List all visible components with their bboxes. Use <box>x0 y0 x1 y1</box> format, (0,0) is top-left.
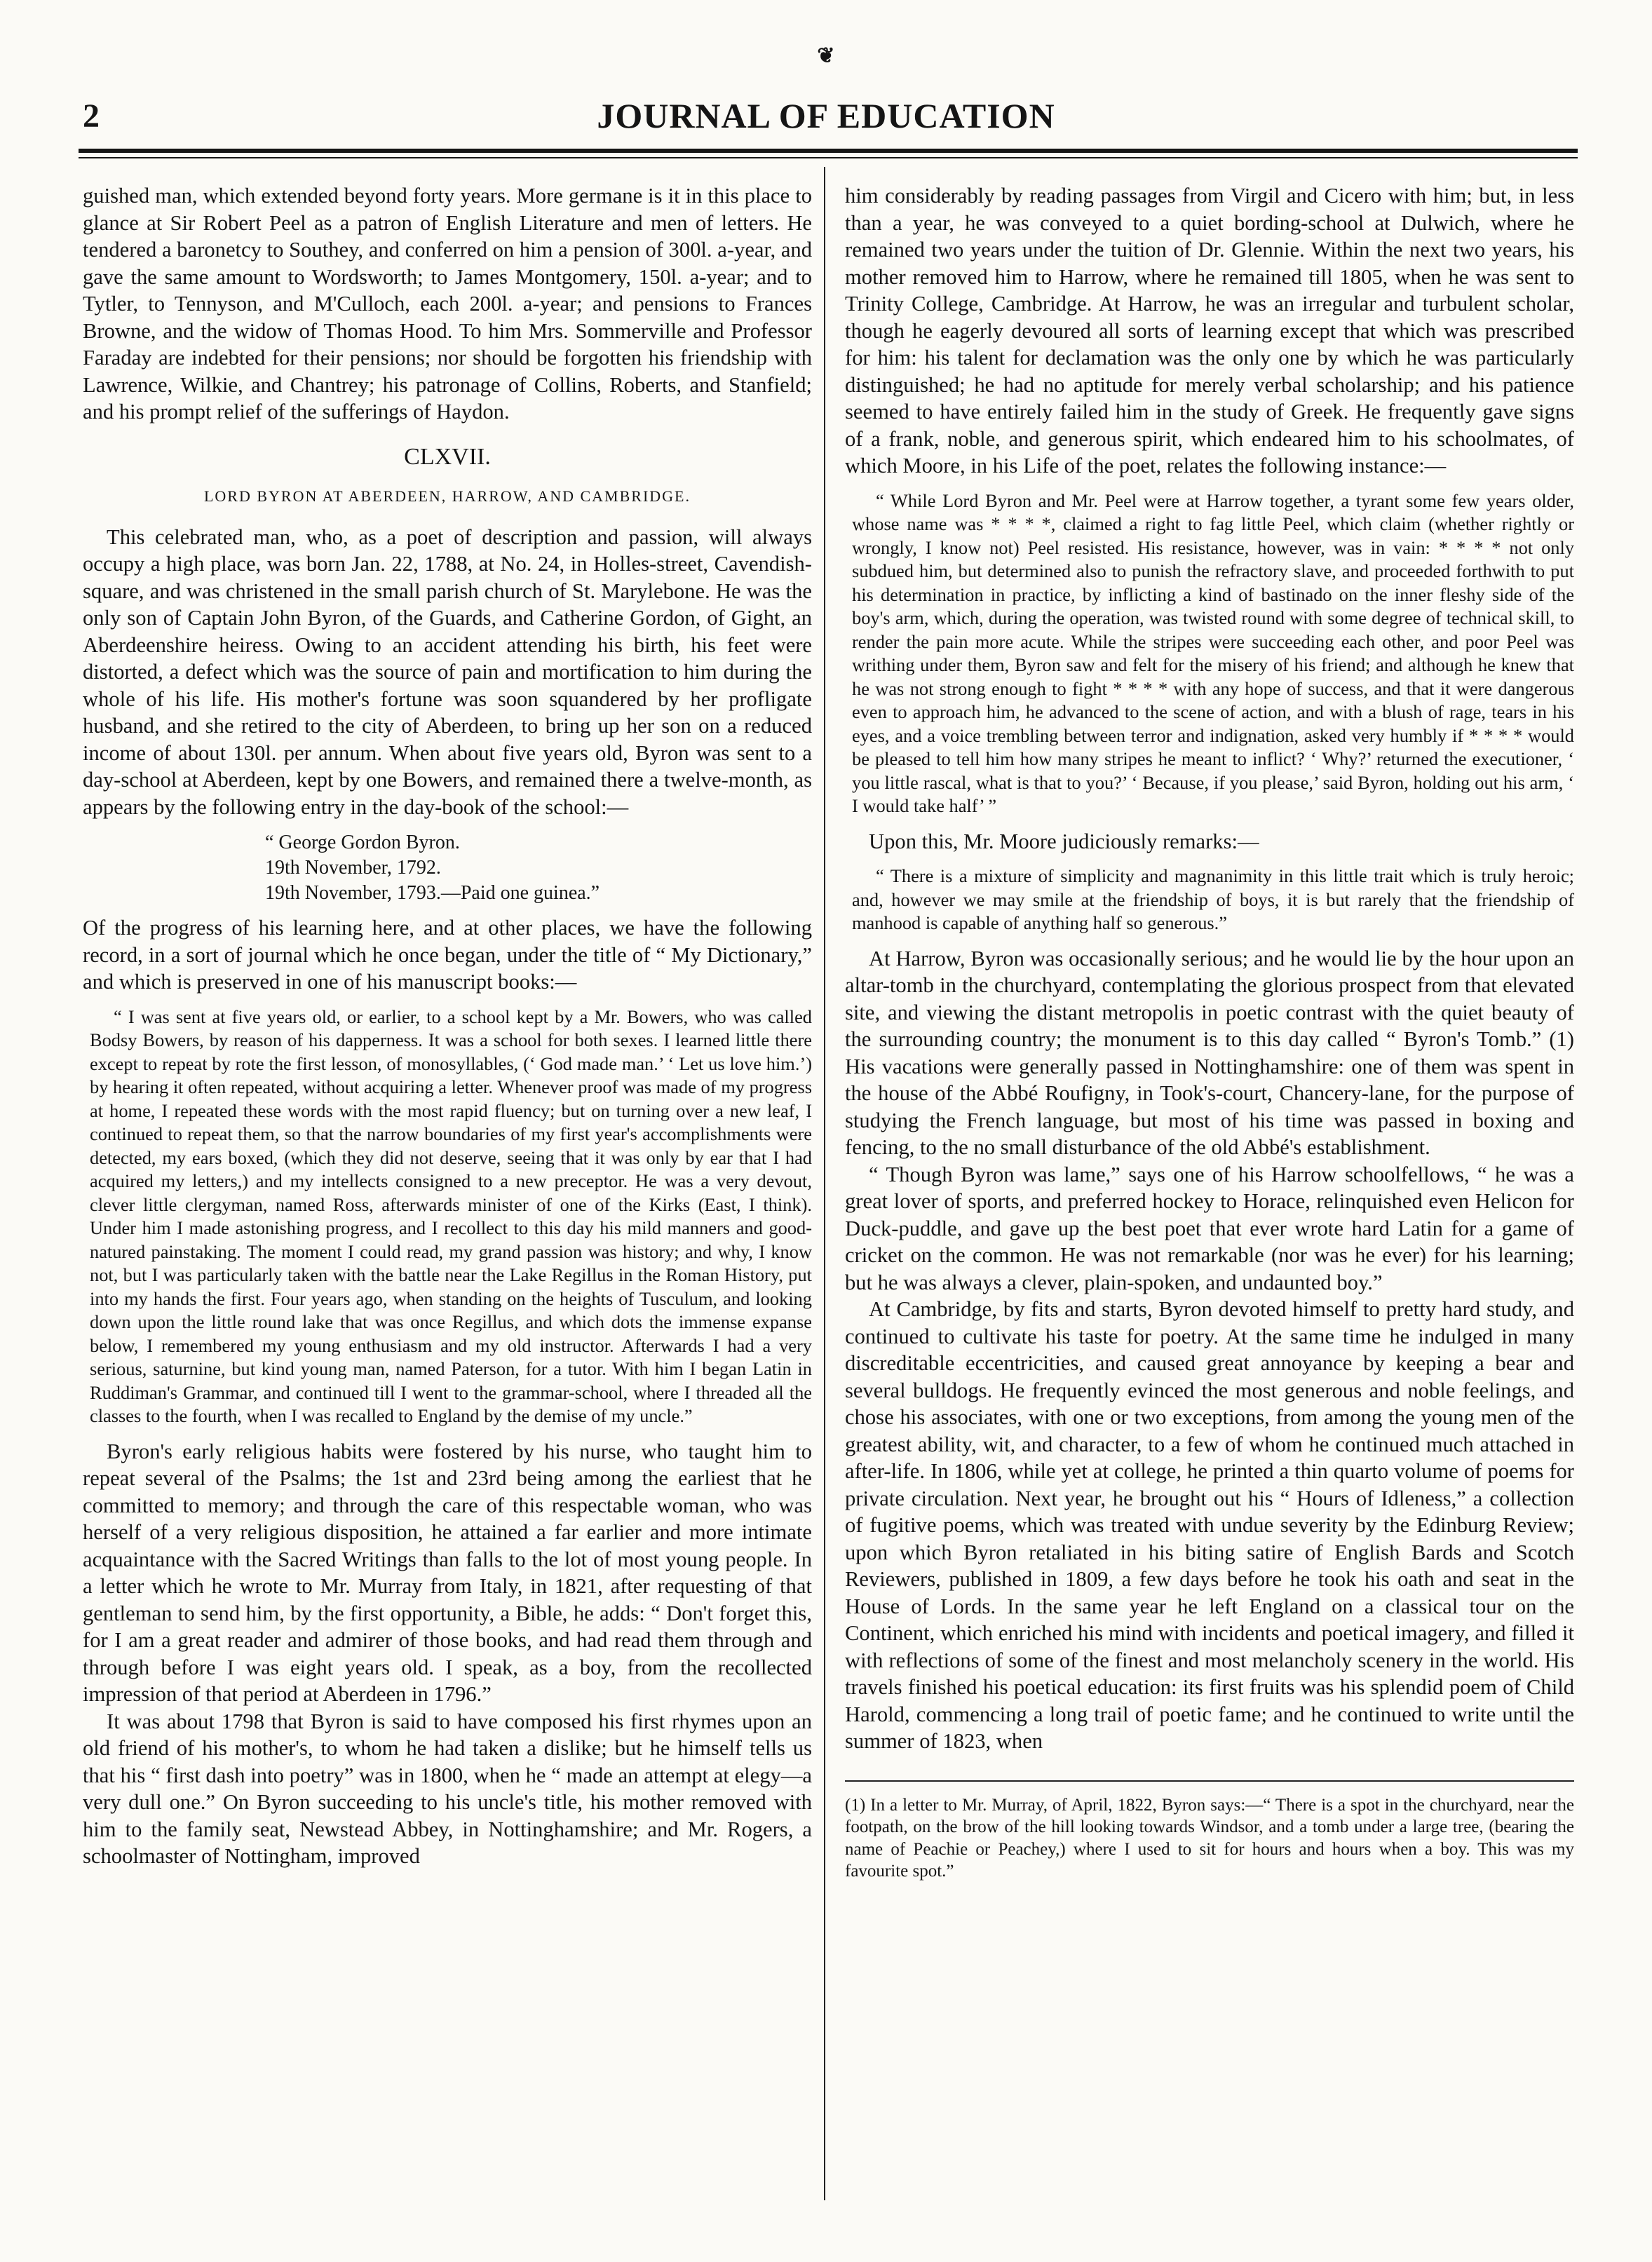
paragraph-peel-patronage: guished man, which extended beyond forty years. More germane is it in this place to glance at Sir Robert Peel as a patron of English Literature and men of letters. He tendered a baronetcy to Southey, and conferred on him a pension of 300l. a-year, and gave the same amount to Wordsworth; to James Montgomery, 150l. a-year; and to Tytler, to Tennyson, and M'Culloch, each 200l. a-year; and pensions to Frances Browne, and the widow of Thomas Hood. To him Mrs. Sommerville and Professor Faraday are indebted for their pensions; nor should be forgotten his friendship with Lawrence, Wilkie, and Chantrey; his patronage of Collins, Roberts, and Stanfield; and his prompt relief of the sufferings of Haydon. <box>83 184 812 424</box>
header-rule-thin <box>79 157 1578 158</box>
quote-my-dictionary: “ I was sent at five years old, or earlier, to a school kept by a Mr. Bowers, who was called Bodsy Bowers, by reason of his dapperness. It was a school for both sexes. I learned little there except to repeat by rote the first lesson, of monosyllables, (‘ God made man.’ ‘ Let us love him.’) by hearing it often repeated, without acquiring a letter. Whenever proof was made of my progress at home, I repeated these words with the most rapid fluency; but on turning over a new leaf, I continued to repeat them, so that the narrow boundaries of my first year's accomplishments were detected, my ears boxed, (which they did not deserve, seeing that it was only by ear that I had acquired my letters,) and my intellects consigned to a new preceptor. He was a very devout, clever little clergyman, named Ross, afterwards minister of one of the Kirks (East, I think). Under him I made astonishing progress, and I recollect to this day his mild manners and good-natured painstaking. The moment I could read, my grand passion was history; and why, I know not, but I was particularly taken with the battle near the Lake Regillus in the Roman History, put into my hands the first. Four years ago, when standing on the heights of Tusculum, and looking down upon the little round lake that was once Regillus, and which dots the immense expanse below, I remembered my young enthusiasm and my old instructor. Afterwards I had a very serious, saturnine, but kind young man, named Paterson, for a tutor. With him I began Latin in Ruddiman's Grammar, and continued till I went to the grammar-school, where I threaded all the classes to the fourth, when I was recalled to England by the demise of my uncle.” <box>90 1005 812 1426</box>
paragraph-moore-remarks: Upon this, Mr. Moore judiciously remarks:— <box>869 829 1259 853</box>
right-column <box>845 182 1574 1883</box>
entry-line: 19th November, 1793.—Paid one guinea.” <box>265 882 600 904</box>
column-divider <box>824 167 825 2200</box>
quote-peel-incident: “ While Lord Byron and Mr. Peel were at Harrow together, a tyrant some few years older, whose name was * * * *, claimed a right to fag little Peel, which claim (whether rightly or wrongly, I know not) Peel resisted. His resistance, however, was in vain: * * * * not only subdued him, but determined also to punish the refractory slave, and proceeded forthwith to put his determination in practice, by inflicting a kind of bastinado on the inner fleshy side of the boy's arm, which, during the operation, was twisted round with some degree of technical skill, to render the pain more acute. While the stripes were succeeding each other, and poor Peel was writhing under them, Byron saw and felt for the misery of his friend; and although he knew that he was not strong enough to fight * * * * with any hope of success, and that it were dangerous even to approach him, he advanced to the scene of action, and with a blush of rage, tears in his eyes, and a voice trembling between terror and indignation, asked very humbly if * * * * would be pleased to tell him how many stripes he meant to inflict? ‘ Why?’ returned the executioner, ‘ you little rascal, what is that to you?’ ‘ Because, if you please,’ said Byron, holding out his arm, ‘ I would take half’ ” <box>852 489 1574 816</box>
footnote: (1) In a letter to Mr. Murray, of April, 1822, Byron says:—“ There is a spot in the churchyard, near the footpath, on the brow of the hill looking towards Windsor, and a tomb under a large tree, (bearing the name of Peachie or Peachey,) where I used to sit for hours and hours when a boy. This was my favourite spot.” <box>845 1795 1574 1881</box>
paragraph-religious-habits: Byron's early religious habits were fostered by his nurse, who taught him to repeat several of the Psalms; the 1st and 23rd being among the earliest that he committed to memory; and through the care of this respectable woman, who was herself of a very religious disposition, he attained a far earlier and more intimate acquaintance with the Sacred Writings than falls to the lot of most young people. In a letter which he wrote to Mr. Murray from Italy, in 1821, after requesting of that gentleman to send him, by the first opportunity, a Bible, he adds: “ Don't forget this, for I am a great reader and admirer of those books, and had read them through and through before I was eight years old. I speak, as a boy, from the recollected impression of that period at Aberdeen in 1796.” <box>83 1439 812 1706</box>
section-number: CLXVII. <box>404 443 491 470</box>
entry-line: “ George Gordon Byron. <box>265 832 460 853</box>
paragraph-schoolfellow: “ Though Byron was lame,” says one of his Harrow schoolfellows, “ he was a great lover of sports, and preferred hockey to Horace, relinquished even Helicon for Duck-puddle, and gave up the best poet that ever wrote hard Latin for a game of cricket on the common. He was not remarkable (nor was he ever) for his learning; but he was always a clever, plain-spoken, and undaunted boy.” <box>845 1162 1574 1294</box>
paragraph-byron-birth: This celebrated man, who, as a poet of description and passion, will always occupy a high place, was born Jan. 22, 1788, at No. 24, in Holles-street, Cavendish-square, and was christened in the small parish church of St. Marylebone. He was the only son of Captain John Byron, of the Guards, and Catherine Gordon, of Gight, an Aberdeenshire heiress. Owing to an accident attending his birth, his feet were distorted, a defect which was the source of pain and mortification to him during the whole of his life. His mother's fortune was soon squandered by her profligate husband, and she retired to the city of Aberdeen, to bring up her son on a reduced income of about 130l. per annum. When about five years old, Byron was sent to a day-school at Aberdeen, kept by one Bowers, and remained there a twelve-month, as appears by the following entry in the day-book of the school:— <box>83 524 812 819</box>
page-number: 2 <box>83 97 100 135</box>
school-entry <box>265 830 812 906</box>
ornament-glyph: ❦ <box>817 44 835 67</box>
header-rule-thick <box>79 149 1578 153</box>
quote-moore: “ There is a mixture of simplicity and magnanimity in this little trait which is truly heroic; and, however we may smile at the friendship of boys, it is but rarely that the friendship of manhood is capable of anything half so generous.” <box>852 865 1574 933</box>
paragraph-dictionary: Of the progress of his learning here, and at other places, we have the following record, in a sort of journal which he once began, under the title of “ My Dictionary,” and which is preserved in one of his manuscript books:— <box>83 916 812 994</box>
paragraph-byrons-tomb: At Harrow, Byron was occasionally serious; and he would lie by the hour upon an altar-tomb in the churchyard, contemplating the glorious prospect from that elevated site, and viewing the distant metropolis in poetic contrast with the quiet beauty of the surrounding country; the monument is to this day called “ Byron's Tomb.” (1) His vacations were generally passed in Nottinghamshire: one of them was spent in the house of the Abbé Roufigny, in Took's-court, Chancery-lane, for the purpose of studying the French language, but most of his time was passed in boxing and fencing, to the no small disturbance of the old Abbé's establishment. <box>845 946 1574 1159</box>
paragraph-first-rhymes: It was about 1798 that Byron is said to have composed his first rhymes upon an old friend of his mother's, to whom he had taken a dislike; but he himself tells us that his “ first dash into poetry” was in 1800, when he “ made an attempt at elegy—a very dull one.” On Byron succeeding to his uncle's title, his mother removed with him to the family seat, Newstead Abbey, in Nottinghamshire; and Mr. Rogers, a schoolmaster of Nottingham, improved <box>83 1709 812 1868</box>
paragraph-cambridge: At Cambridge, by fits and starts, Byron devoted himself to pretty hard study, and continued to cultivate his taste for poetry. At the same time he indulged in many discreditable eccentricities, and caused great annoyance by keeping a bear and several bulldogs. He frequently evinced the most generous and noble feelings, and chose his associates, with one or two exceptions, from among the young men of the greatest ability, wit, and character, to a few of whom he continued much attached in after-life. In 1806, while yet at college, he printed a thin quarto volume of poems for private circulation. Next year, he brought out his “ Hours of Idleness,” a collection of fugitive poems, which was treated with undue severity by the Edinburg Review; upon which Byron retaliated in his biting satire of English Bards and Scotch Reviewers, published in 1809, a few days before he took his oath and seat in the House of Lords. In the same year he left England on a classical tour on the Continent, which enriched his mind with incidents and poetical imagery, and filled it with reflections of some of the finest and most melancholy scenery in the world. His travels finished his poetical education: its first fruits was his splendid poem of Child Harold, commencing a long trail of poetic fame; and he continued to write until the summer of 1823, when <box>845 1297 1574 1753</box>
footnote-rule <box>845 1780 1574 1782</box>
entry-line: 19th November, 1792. <box>265 857 441 879</box>
left-column <box>83 182 812 1870</box>
section-title: LORD BYRON AT ABERDEEN, HARROW, AND CAMBRIDGE. <box>203 487 691 505</box>
paragraph-harrow: him considerably by reading passages from Virgil and Cicero with him; but, in less than a year, he was conveyed to a quiet bording-school at Dulwich, where he remained two years under the tuition of Dr. Glennie. Within the next two years, his mother removed him to Harrow, where he remained till 1805, when he was sent to Trinity College, Cambridge. At Harrow, he was an irregular and turbulent scholar, though he eagerly devoured all sorts of learning except that which was prescribed for him: his talent for declamation was the only one by which he was particularly distinguished; he had no aptitude for merely verbal scholarship; and his patience seemed to have entirely failed him in the study of Greek. He frequently gave signs of a frank, noble, and generous spirit, which endeared him to his schoolmates, of which Moore, in his Life of the poet, relates the following instance:— <box>845 184 1574 478</box>
running-head: JOURNAL OF EDUCATION <box>597 96 1055 135</box>
